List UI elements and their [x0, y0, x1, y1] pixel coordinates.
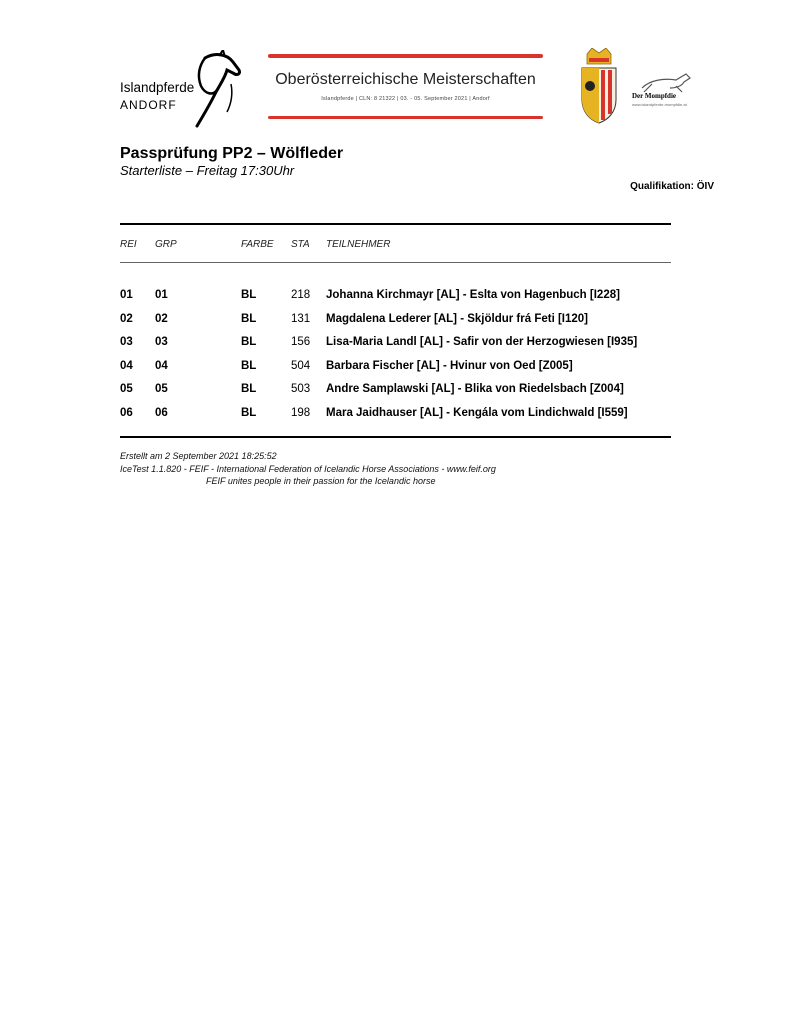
event-banner: [268, 52, 543, 122]
mompfdie-name: Der Mompfdie: [632, 92, 676, 100]
cell-farbe: BL: [241, 407, 257, 419]
mompfdie-logo: [630, 70, 700, 115]
cell-teilnehmer: Andre Samplawski [AL] - Blika von Riedelsbach [Z004]: [326, 383, 624, 395]
header-rule: [120, 262, 671, 263]
cell-farbe: BL: [241, 336, 257, 348]
footer: [120, 450, 496, 488]
red-brush-stroke-bottom: [268, 116, 543, 119]
cell-sta: 131: [291, 313, 311, 325]
red-brush-stroke-top: [268, 54, 543, 58]
banner-subtitle: Islandpferde | CLN: 8 21322 | 03. - 05. September 2021 | Andorf: [321, 96, 490, 102]
cell-grp: 02: [155, 313, 168, 325]
cell-grp: 04: [155, 360, 168, 372]
cell-rei: 02: [120, 313, 133, 325]
footer-created: Erstellt am 2 September 2021 18:25:52: [120, 451, 277, 461]
cell-sta: 504: [291, 360, 311, 372]
cell-grp: 03: [155, 336, 168, 348]
table-row: [0, 360, 791, 383]
mompfdie-url: www.islandpferde-mompfdie.at: [632, 102, 687, 107]
cell-sta: 503: [291, 383, 311, 395]
table-row: [0, 313, 791, 336]
page-subtitle: Starterliste – Freitag 17:30Uhr: [120, 163, 295, 178]
cell-grp: 01: [155, 289, 168, 301]
table-row: [0, 383, 791, 406]
cell-farbe: BL: [241, 313, 257, 325]
cell-teilnehmer: Barbara Fischer [AL] - Hvinur von Oed [Z005]: [326, 360, 573, 372]
cell-rei: 06: [120, 407, 133, 419]
page-title: Passprüfung PP2 – Wölfleder: [120, 145, 344, 162]
cell-teilnehmer: Johanna Kirchmayr [AL] - Eslta von Hagenbuch [I228]: [326, 289, 620, 301]
table-row: [0, 336, 791, 359]
cell-grp: 05: [155, 383, 168, 395]
cell-sta: 218: [291, 289, 311, 301]
column-header-grp: GRP: [155, 239, 177, 250]
cell-sta: 156: [291, 336, 311, 348]
running-horse-icon: [630, 70, 700, 94]
coat-of-arms-icon: [578, 48, 620, 124]
cell-teilnehmer: Magdalena Lederer [AL] - Skjöldur frá Feti [I120]: [326, 313, 588, 325]
column-header-farbe: FARBE: [241, 239, 274, 250]
cell-grp: 06: [155, 407, 168, 419]
table-row: [0, 407, 791, 430]
column-header-rei: REI: [120, 239, 137, 250]
table-bottom-rule: [120, 436, 671, 438]
column-header-sta: STA: [291, 239, 310, 250]
cell-farbe: BL: [241, 383, 257, 395]
logo-text-islandpferde: Islandpferde: [120, 80, 195, 95]
cell-farbe: BL: [241, 289, 257, 301]
cell-rei: 05: [120, 383, 133, 395]
logo-text-andorf: ANDORF: [120, 98, 177, 112]
column-header-teilnehmer: TEILNEHMER: [326, 239, 391, 250]
footer-slogan: FEIF unites people in their passion for the Icelandic horse: [206, 476, 436, 486]
cell-teilnehmer: Lisa-Maria Landl [AL] - Safir von der Herzogwiesen [I935]: [326, 336, 638, 348]
cell-sta: 198: [291, 407, 311, 419]
horse-head-icon: [175, 50, 245, 130]
cell-farbe: BL: [241, 360, 257, 372]
cell-teilnehmer: Mara Jaidhauser [AL] - Kengála vom Lindichwald [I559]: [326, 407, 628, 419]
islandpferde-andorf-logo: [120, 50, 245, 130]
table-top-rule: [120, 223, 671, 225]
qualification-label: Qualifikation: ÖIV: [630, 181, 714, 192]
cell-rei: 01: [120, 289, 133, 301]
cell-rei: 04: [120, 360, 133, 372]
table-row: [0, 289, 791, 312]
cell-rei: 03: [120, 336, 133, 348]
banner-title: Oberösterreichische Meisterschaften: [275, 71, 536, 88]
footer-software: IceTest 1.1.820 - FEIF - International Federation of Icelandic Horse Associations - www.feif.org: [120, 463, 496, 474]
